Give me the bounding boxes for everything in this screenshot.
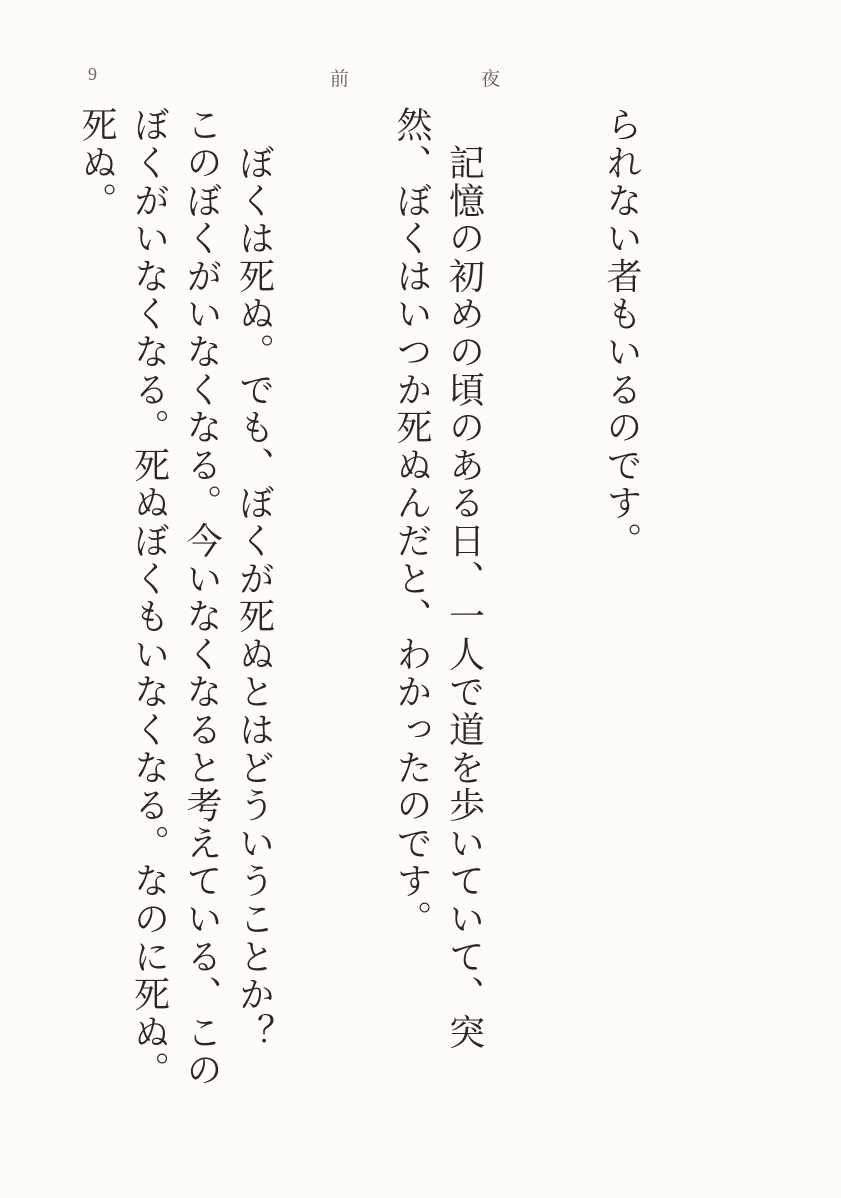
page-header [0,64,841,94]
page-number: 9 [88,64,97,84]
body-text [76,106,752,1096]
paragraph: 記憶の初めの頃のある日、一人で道を歩いていて、突然、ぼくはいつか死ぬんだと、わかったのです。 [391,106,485,1051]
running-head-char: 夜 [480,68,500,90]
paragraph: られない者もいるのです。 [601,106,642,560]
running-head [330,64,500,91]
paragraph: ぼくは死ぬ。でも、ぼくが死ぬとはどういうことか？ このぼくがいなくなる。今いなくなると考えている、このぼくがいなくなる。死ぬぼくもいなくなる。なのに死ぬ。死ぬ。 [76,106,275,1089]
running-head-char: 前 [330,68,350,90]
